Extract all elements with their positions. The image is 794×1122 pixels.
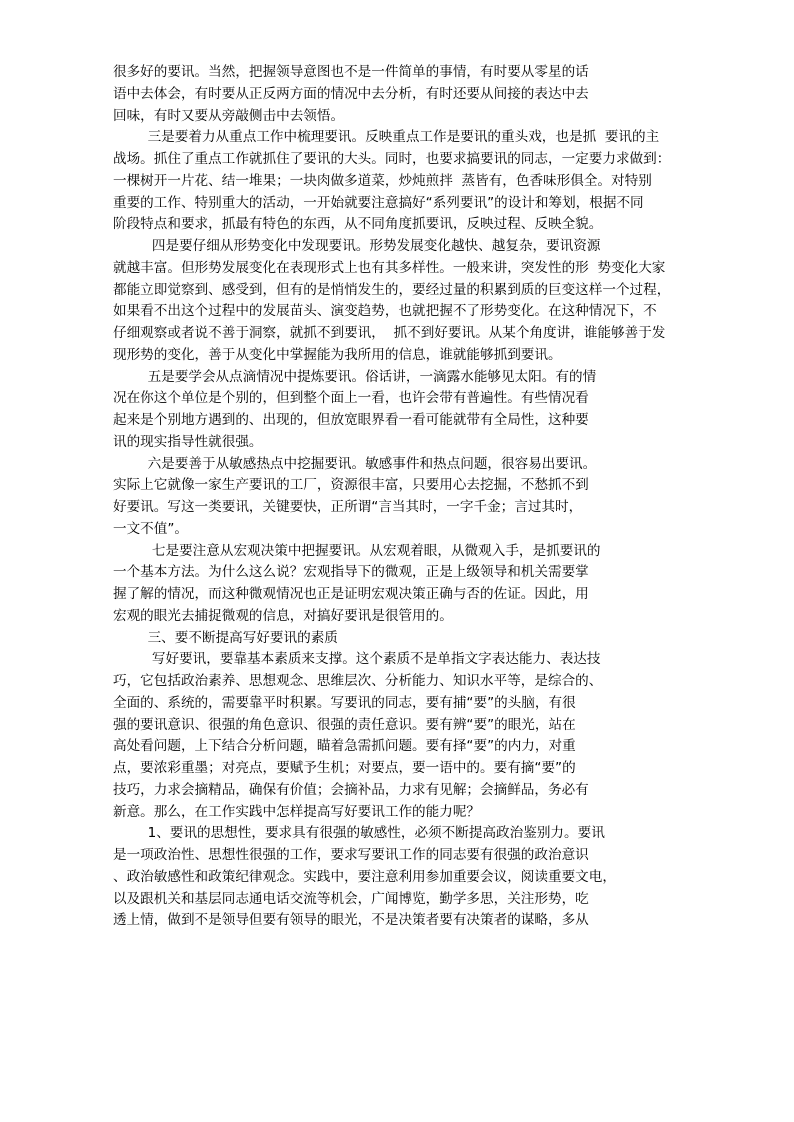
text-line: 都能立即觉察到、感受到，但有的是悄悄发生的，要经过量的积累到质的巨变这样一个过程， xyxy=(113,281,671,298)
text-line: 高处看问题，上下结合分析问题，瞄着急需抓问题。要有择“要”的内力，对重 xyxy=(113,738,576,755)
text-line: 、政治敏感性和政策纪律观念。实践中，要注意利用参加重要会议，阅读重要文电， xyxy=(113,868,616,885)
text-line: 点，要浓彩重墨；对亮点，要赋予生机；对要点，要一语中的。要有摘“要”的 xyxy=(113,760,576,776)
text-line: 重要的工作、特别重大的活动，一开始就要注意搞好“系列要讯”的设计和筹划，根据不同 xyxy=(113,194,644,211)
text-line: 就越丰富。但形势发展变化在表现形式上也有其多样性。一般来讲，突发性的形 势变化大家 xyxy=(113,259,666,276)
text-line: 阶段特点和要求，抓最有特色的东西，从不同角度抓要讯，反映过程、反映全貌。 xyxy=(113,216,603,233)
text-line: 仔细观察或者说不善于洞察，就抓不到要讯， 抓不到好要讯。从某个角度讲，谁能够善于发 xyxy=(113,325,666,341)
text-line: 起来是个别地方遇到的、出现的，但放宽眼界看一看可能就带有全局性，这种要 xyxy=(113,412,589,428)
text-line: 讯的现实指导性就很强。 xyxy=(113,433,263,450)
document-body xyxy=(113,62,703,932)
text-line: 一个基本方法。为什么这么说？宏观指导下的微观，正是上级领导和机关需要掌 xyxy=(113,564,589,581)
text-line: 握了解的情况，而这种微观情况也正是证明宏观决策正确与否的佐证。因此，用 xyxy=(113,586,589,602)
text-line: 1、要讯的思想性，要求具有很强的敏感性，必须不断提高政治鉴别力。要讯 xyxy=(113,825,605,842)
text-line: 新意。那么，在工作实践中怎样提高写好要讯工作的能力呢？ xyxy=(113,803,481,820)
text-line: 五是要学会从点滴情况中提炼要讯。俗话讲，一滴露水能够见太阳。有的情 xyxy=(113,368,597,385)
text-line: 如果看不出这个过程中的发展苗头、演变趋势，也就把握不了形势变化。在这种情况下，不 xyxy=(113,303,657,320)
text-line: 七是要注意从宏观决策中把握要讯。从宏观着眼，从微观入手，是抓要讯的 xyxy=(113,542,601,559)
text-line: 四是要仔细从形势变化中发现要讯。形势发展变化越快、越复杂，要讯资源 xyxy=(113,238,601,254)
text-line: 技巧，力求会摘精品，确保有价值；会摘补品，力求有见解；会摘鲜品，务必有 xyxy=(113,781,589,798)
text-line: 全面的、系统的，需要靠平时积累。写要讯的同志，要有捕“要”的头脑，有很 xyxy=(113,694,576,711)
text-line: 六是要善于从敏感热点中挖掘要讯。敏感事件和热点问题，很容易出要讯。 xyxy=(113,455,597,472)
text-line: 好要讯。写这一类要讯，关键要快，正所谓“言当其时，一字千金；言过其时， xyxy=(113,499,583,515)
text-line: 三、要不断提高写好要讯的素质 xyxy=(113,629,338,646)
text-line: 以及跟机关和基层同志通电话交流等机会，广闻博览，勤学多思，关注形势，吃 xyxy=(113,890,589,907)
text-line: 三是要着力从重点工作中梳理要讯。反映重点工作是要讯的重头戏，也是抓 要讯的主 xyxy=(113,129,660,146)
text-line: 一文不值”。 xyxy=(113,520,189,537)
text-line: 现形势的变化，善于从变化中掌握能为我所用的信息，谁就能够抓到要讯。 xyxy=(113,346,562,363)
text-line: 巧，它包括政治素养、思想观念、思维层次、分析能力、知识水平等，是综合的、 xyxy=(113,673,603,689)
text-line: 强的要讯意识、很强的角色意识、很强的责任意识。要有辨“要”的眼光，站在 xyxy=(113,716,576,733)
text-line: 语中去体会，有时要从正反两方面的情况中去分析，有时还要从间接的表达中去 xyxy=(113,85,589,102)
text-line: 回味，有时又要从旁敲侧击中去领悟。 xyxy=(113,107,345,124)
text-line: 是一项政治性、思想性很强的工作，要求写要讯工作的同志要有很强的政治意识 xyxy=(113,847,589,863)
text-line: 宏观的眼光去捕捉微观的信息，对搞好要讯是很管用的。 xyxy=(113,607,453,624)
text-line: 况在你这个单位是个别的，但到整个面上一看，也许会带有普遍性。有些情况看 xyxy=(113,390,589,407)
text-line: 写好要讯，要靠基本素质来支撑。这个素质不是单指文字表达能力、表达技 xyxy=(113,651,601,668)
text-line: 实际上它就像一家生产要讯的工厂，资源很丰富，只要用心去挖掘，不愁抓不到 xyxy=(113,477,589,494)
text-line: 战场。抓住了重点工作就抓住了要讯的大头。同时，也要求搞要讯的同志，一定要力求做到： xyxy=(113,151,671,167)
text-line: 很多好的要讯。当然，把握领导意图也不是一件简单的事情，有时要从零星的话 xyxy=(113,64,589,80)
text-line: 透上情，做到不是领导但要有领导的眼光，不是决策者要有决策者的谋略，多从 xyxy=(113,912,589,929)
text-line: 一棵树开一片花、结一堆果；一块肉做多道菜，炒炖煎拌 蒸皆有，色香味形俱全。对特别 xyxy=(113,172,652,189)
